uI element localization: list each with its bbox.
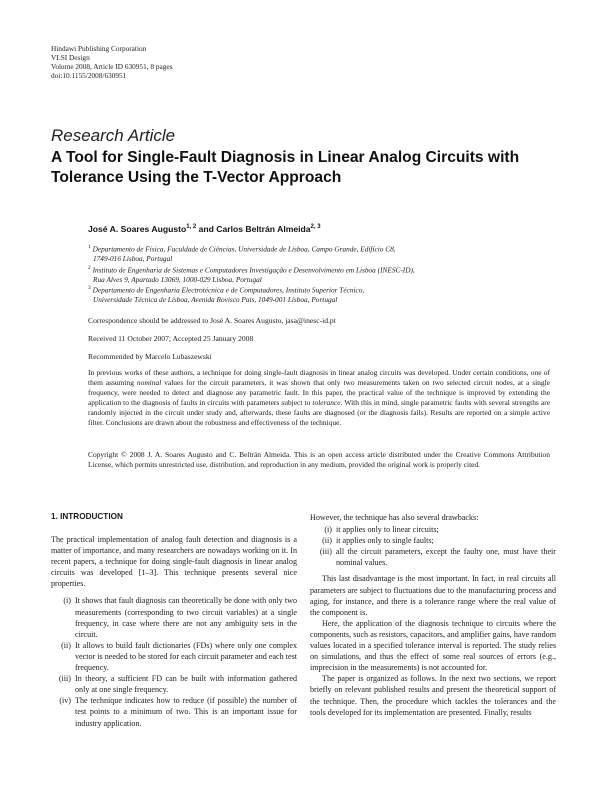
authors bbox=[88, 224, 321, 234]
volume-info: Volume 2008, Article ID 630951, 8 pages bbox=[51, 62, 173, 71]
right-column bbox=[310, 512, 556, 718]
affiliation-line: 1749-016 Lisboa, Portugal bbox=[93, 254, 173, 264]
affiliation-number: 1 bbox=[88, 244, 91, 250]
properties-list bbox=[51, 595, 297, 728]
list-item: (ii) It allows to build fault dictionaries (FDs) where only one complex vector is needed to be stored for each circuit parameter and each test frequency. bbox=[61, 640, 297, 673]
journal-name: VLSI Design bbox=[51, 53, 90, 62]
affiliation-line: Rua Alves 9, Apartado 13069, 1000-029 Lisboa, Portugal bbox=[93, 274, 262, 284]
affiliation-3 bbox=[88, 284, 538, 305]
doi: doi:10.1155/2008/630951 bbox=[51, 71, 127, 80]
received-dates: Received 11 October 2007; Accepted 25 January 2008 bbox=[88, 334, 254, 343]
affiliation-number: 2 bbox=[88, 264, 91, 271]
list-item: (iv) The technique indicates how to reduce (if possible) the number of test points to a minimum of two. This is an important issue for industry application. bbox=[59, 696, 297, 728]
section-heading-introduction: 1. INTRODUCTION bbox=[51, 512, 123, 521]
list-item: (i) it applies only to linear circuits; bbox=[324, 525, 439, 535]
affiliations bbox=[88, 243, 538, 305]
affiliation-number: 3 bbox=[88, 285, 91, 292]
copyright-notice: Copyright © 2008 J. A. Soares Augusto and C. Beltrán Almeida. This is an open access article distributed under the Creative Commons Attribution License, which permits unrestricted use, distribution, and reproduction in any medium, provided the original work is properly cited. bbox=[88, 450, 550, 470]
list-item: (i) It shows that fault diagnosis can theoretically be done with only two measurements (corresponding to two circuit variables) at a single frequency, in case where there are not any ambiguity sets in the circuit. bbox=[63, 596, 297, 639]
title-line-2: Tolerance Using the T-Vector Approach bbox=[51, 169, 342, 186]
drawbacks-intro: However, the technique has also several drawbacks: bbox=[310, 513, 479, 522]
affiliation-2 bbox=[88, 264, 538, 285]
affiliation-line: Departamento de Física, Faculdade de Ciências, Universidade de Lisboa, Campo Grande, Edifício C8, bbox=[92, 244, 396, 254]
author-2: Carlos Beltrán Almeida bbox=[216, 224, 311, 234]
author-1-affil: 1, 2 bbox=[186, 224, 197, 231]
affiliation-line: Universidade Técnica de Lisboa, Avenida Rovisco Pais, 1049-001 Lisboa, Portugal bbox=[93, 295, 338, 305]
publisher: Hindawi Publishing Corporation bbox=[51, 44, 147, 53]
drawbacks-list bbox=[312, 524, 556, 568]
affiliation-1 bbox=[88, 243, 538, 264]
body-paragraph: Here, the application of the diagnosis technique to circuits where the components, such as resistors, capacitors, and amplifier gains, have random values located in a specified tolerance interval is reported. The study relies on simulations, and thus the effect of some real sources of errors (e.g., imprecision in the measurements) is not accounted for. bbox=[310, 618, 556, 673]
recommended-by: Recommended by Marcelo Lubaszewski bbox=[88, 352, 212, 361]
affiliation-line: Departamento de Engenharia Electrotécnica e de Computadores, Instituto Superior Técnico, bbox=[92, 285, 365, 295]
list-item: (iii) all the circuit parameters, except the faulty one, must have their nominal values. bbox=[319, 547, 556, 568]
abstract: In previous works of these authors, a technique for doing single-fault diagnosis in linear analog circuits was developed. Under certain conditions, one of them assuming nominal values for the circuit parameters, it was shown that only two measurements taken on two selected circuit nodes, at a single frequency, were needed to detect and diagnose any parametric fault. In this paper, the practical value of the technique is improved by extending the application to the diagnosis of faults in circuits with parameters subject to tolerance. With this in mind, single parametric faults with several strengths are randomly injected in the circuit under study and, afterwards, these faults are diagnosed (or the diagnosis fails). Results are reported on a simple active filter. Conclusions are drawn about the robustness and effectiveness of the technique. bbox=[88, 368, 550, 428]
body-paragraph: This last disadvantage is the most important. In fact, in real circuits all parameters are subject to fluctuations due to the manufacturing process and aging, for instance, and there is a tolerance range where the real value of the component is. bbox=[310, 574, 556, 617]
article-type: Research Article bbox=[51, 126, 176, 145]
body-paragraph: The paper is organized as follows. In the next two sections, we report briefly on relevant published results and present the theoretical support of the technique. Then, the procedure which tackles the tolerances and the tools developed for its implementation are presented. Finally, results bbox=[310, 674, 556, 717]
title-line-1: A Tool for Single-Fault Diagnosis in Linear Analog Circuits with bbox=[51, 149, 520, 166]
intro-paragraph: The practical implementation of analog fault detection and diagnosis is a matter of importance, and many researchers are nowadays working on it. In recent papers, a technique for doing single-fault diagnosis in linear analog circuits was developed [1–3]. This technique presents several nice properties. bbox=[51, 535, 297, 589]
list-item: (iii) In theory, a sufficient FD can be built with information gathered only at one single frequency. bbox=[58, 674, 297, 695]
journal-header bbox=[51, 44, 172, 80]
author-1: José A. Soares Augusto bbox=[88, 224, 187, 234]
list-item: (ii) it applies only to single faults; bbox=[322, 536, 434, 546]
authors-and: and bbox=[198, 224, 214, 234]
correspondence: Correspondence should be addressed to José A. Soares Augusto, jasa@inesc-id.pt bbox=[88, 316, 336, 325]
affiliation-line: Instituto de Engenharia de Sistemas e Computadores Investigação e Desenvolvimento em Lisboa (INESC-ID), bbox=[92, 265, 415, 275]
paper-title bbox=[51, 148, 551, 188]
left-column bbox=[51, 534, 297, 729]
author-2-affil: 2, 3 bbox=[310, 224, 321, 231]
